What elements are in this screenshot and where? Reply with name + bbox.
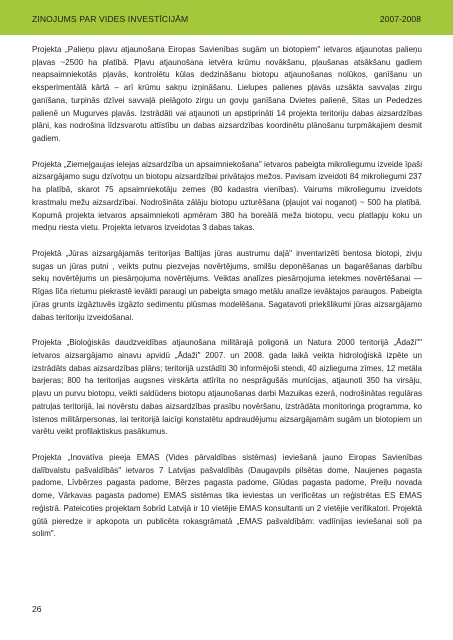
header-year: 2007-2008 <box>379 14 421 24</box>
paragraph-juras-teritorijas: Projektā „Jūras aizsargājamās teritorijas Baltijas jūras austrumu daļā" inventarizēti bentosa biotopi, zivju sugas un jūras putni , veikts putnu piezvejas novērtējums, smilšu deponēšanas un bagarēšanas darbību sekų novērtējums un piesārņojuma novērtējums. Veiktas analīzes piesārņojuma ietekmes novērtēšanai — Rīgas līča rietumu piekrastē ievākti paraugi un pabeigta smago metālu analīze ievāktajos paraugos. Pabeigta jūras grunts izgāztuvēs izgāzto sedimentu plūsmas modelēšana. Sagatavoti priekšlikumi jūras aizsargājamo dabas teritoriju izveidošanai. <box>32 249 422 322</box>
paragraph-emas: Projekta „Inovatīva pieeja EMAS (Vides pārvaldības sistēmas) ieviešanā jauno Eiropas Savienības dalībvalstu pašvaldībās" ietvaros 7 Latvijas pašvaldībās (Daugavpils pilsētas dome, Naujenes pagasta padome, Līvbērzes pagasta padome, Bērzes pagasta padome, Glūdas pagasta padome, Preiļu novada dome, Vārkavas pagasta padome) EMAS sistēmas tika ieviestas un verificētas un reģistrētas ES EMAS reģistrā. Pateicoties projektam šobrīd Latvijā ir 10 vietējie EMAS konsultanti un 2 vietējie verifikatori. Projektā gūtā pieredze ir apkopota un publicēta rokasgrāmatā „EMAS pašvaldībām: vadlīnijas ieviešanai soli pa solim". <box>32 453 422 539</box>
paragraph-palienu-plavas: Projekta „Palieņu pļavu atjaunošana Eiropas Savienības sugām un biotopiem" ietvaros atjaunotas palieņu pļavas ~2500 ha platībā. Pļavu atjaunošana ietvēra krūmu novākšanu, pļaušanas atsākšanu gadiem neapsaimniekotās pļavās, kontrolētu kūlas dedzināšanu biotopu atjaunošanas nolūkos, ganīšanu un eksperimentālā kārtā – arī krūmu sakņu izņināšanu. Lielupes palienes pļavās uzsākta savvaļas zirgu ganīšana, turpinās dzīvei savvaļā pielāgoto zirgu un govju ganīšana Dvietes palienē, Sitas un Pededzes palienē un Mugurves pļavās. Izstrādāti vai atjaunoti un apstiprināti 14 projekta teritoriju dabas aizsardzības plāni, kas nodrošina līdzsvarotu attīstību un dabas aizsardzības koordinētu plānošanu turpmākajiem desmit gadiem. <box>32 45 422 143</box>
page-number: 26 <box>32 604 42 614</box>
article-body <box>32 44 422 554</box>
paragraph-adazi: Projekta „Bioloģiskās daudzveidības atjaunošana militārajā poligonā un Natura 2000 teritorijā „Ādaži"" ietvaros aizsargājamo ainavu apvidū „Ādaži" 2007. un 2008. gada laikā veikta hidroloģiskā izpēte un izstrādāts dabas aizsardzības plāns; teritorijā uzstādīti 30 informējoši stendi, 40 aizlieguma zīmes, 12 metāla barjeras; 800 ha teritorijas augsnes virskārta attīrīta no nesprāgušās munīcijas, atjaunoti 350 ha virsāju, pļavu un purvu biotopu, veikti saldūdens biotopu atjaunošanas darbi Mazuikas ezerā, nodrošinātas regulāras patruļas teritorijā, lai novērstu dabas aizsardzības prasību novēršanu, izstrādāta monitoringa programma, ko īstenos militārpersonas, lai teritorijā laicīgi konstatētu apdraudējumu aizsargājamām sugām un biotopiem un varētu veikt profilaktiskus pasākumus. <box>32 338 422 437</box>
paragraph-ziemelgauja: Projekta „Ziemeļgaujas ielejas aizsardzība un apsaimniekošana" ietvaros pabeigta mikroliegumu izveide īpaši aizsargājamo sugu dzīvotņu un biotopu aizsardzībai privātajos mežos. Pavisam izveidoti 84 mikroliegumi 237 ha platībā, skarot 75 apsaimniekotāju zemes (80 kadastra vienības). Vairums mikroliegumu izveidots krastmalu mežu aizsardzībai. Nodrošināta zālāju biotopu uzturēšana (pļaujot vai noganot) ~ 500 ha platībā. Kopumā projekta ietvaros apsaimniekoti apmēram 380 ha boreālā meža biotopu, vecu platlapju koku un medņu riesta vietu. Projekta ietvaros izveidotas 3 dabas takas. <box>32 159 422 233</box>
page-header-band <box>0 0 453 35</box>
header-title: ZINOJUMS PAR VIDES INVESTĪCIJĀM <box>32 14 189 24</box>
